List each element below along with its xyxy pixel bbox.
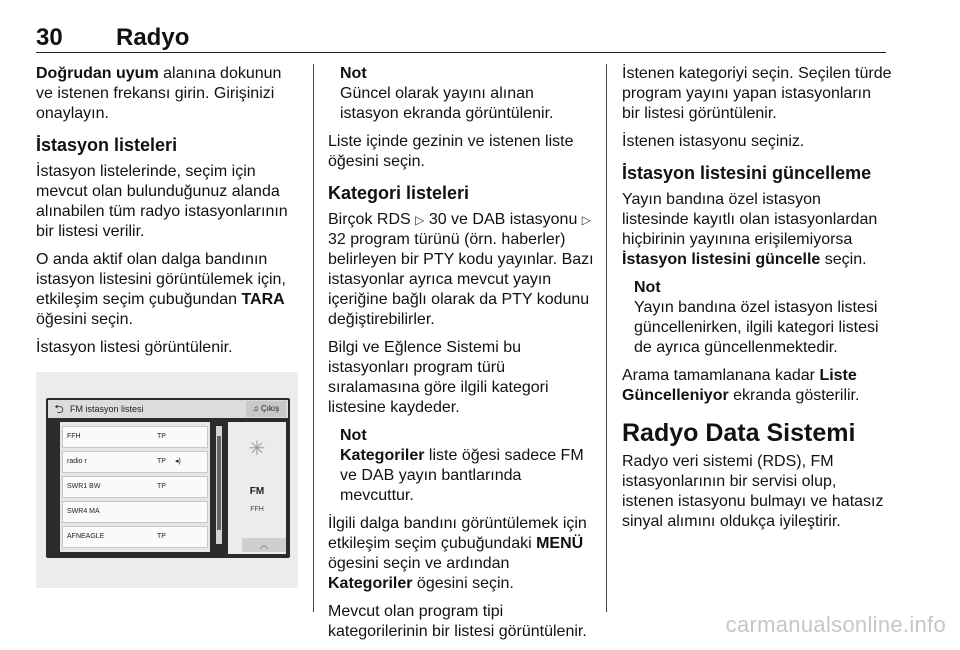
scrollbar[interactable] — [216, 426, 222, 544]
column-divider-2 — [606, 64, 607, 612]
page-title: Radyo — [116, 24, 190, 51]
band-label: FM — [249, 486, 265, 497]
scan-term: TARA — [241, 291, 285, 308]
menu-text-c: ögesini seçin. — [412, 575, 514, 592]
direct-tune-term: Doğrudan uyum — [36, 65, 159, 82]
column-2 — [328, 64, 594, 650]
station-name: radio r — [67, 458, 87, 465]
station-name: AFNEAGLE — [67, 533, 105, 540]
paragraph-menu — [328, 514, 594, 594]
tp-flag: TP — [157, 533, 166, 540]
station-row[interactable] — [62, 501, 208, 523]
page-ref-1: 30 — [428, 211, 447, 228]
menu-text-a: İlgili dalga bandını görüntülemek için etkileşim seçim çubuğundaki — [328, 515, 587, 552]
heading-update-list: İstasyon listesini güncelleme — [622, 163, 872, 183]
current-station-label: FFH — [250, 506, 264, 513]
note-current-station — [340, 64, 594, 124]
paragraph-sort: Bilgi ve Eğlence Sistemi bu istasyonları program türü sıralamasına göre ilgili kategori listesine kaydeder. — [328, 339, 549, 416]
paragraph-update — [622, 190, 892, 270]
scan-text-b: öğesini seçin. — [36, 311, 133, 328]
heading-category-lists: Kategori listeleri — [328, 183, 470, 203]
watermark: carmanualsonline.info — [725, 612, 946, 637]
paragraph-select-station: İstenen istasyonu seçiniz. — [622, 133, 805, 150]
heading-rds: Radyo Data Sistemi — [622, 419, 856, 447]
pty-text-c: program türünü (örn. haberler) belirleyen bir PTY kodu yayınlar. Bazı istasyonlar ayrıca mevcut yayın içeriğine bağlı olarak da PTY kodunu değiştirebilirler. — [328, 231, 594, 328]
note-label: Not — [634, 279, 661, 296]
station-row[interactable] — [62, 526, 208, 548]
updating-text-a: Arama tamamlanana kadar — [622, 367, 820, 384]
tp-flag: TP — [157, 458, 166, 465]
paragraph-updating — [622, 366, 892, 406]
paragraph-station-lists: İstasyon listelerinde, seçim için mevcut olan bulunduğunuz alanda alınabilen tüm radyo istasyonlarının bir listesi verilir. — [36, 163, 288, 240]
note-categories — [340, 426, 594, 506]
now-playing-panel — [228, 422, 286, 554]
note-text: liste öğesi sadece FM ve DAB yayın bantlarında mevcuttur. — [340, 447, 584, 504]
note-text: Güncel olarak yayını alınan istasyon ekranda görüntülenir. — [340, 85, 554, 122]
column-3 — [622, 64, 892, 540]
scan-text-a: O anda aktif olan dalga bandının istasyon listesini görüntülemek için, etkileşim seçim çubuğundan — [36, 251, 286, 308]
screen-title-bar — [48, 400, 288, 418]
page-ref-2: 32 — [328, 231, 346, 248]
note-update — [634, 278, 892, 358]
page-ref-icon: ▷ — [581, 213, 592, 227]
heading-station-lists: İstasyon listeleri — [36, 135, 178, 155]
station-list-screenshot — [36, 372, 298, 588]
note-label: Not — [340, 65, 367, 82]
menu-term: MENÜ — [536, 535, 584, 552]
direct-tune-text: alanına dokunun ve istenen frekansı girin. Girişinizi onaylayın. — [36, 65, 282, 122]
update-term: İstasyon listesini güncelle — [622, 251, 821, 268]
page-header — [36, 24, 886, 53]
column-1 — [36, 64, 302, 588]
paragraph-navigate: Liste içinde gezinin ve istenen liste öğesini seçin. — [328, 133, 574, 170]
update-text-a: Yayın bandına özel istasyon listesinde kayıtlı olan istasyonlardan hiçbirinin yayınına erişilemiyorsa — [622, 191, 878, 248]
station-row[interactable] — [62, 451, 208, 473]
antenna-icon: ✳ — [248, 438, 266, 460]
station-name: SWR4 MA — [67, 508, 100, 515]
paragraph-list-shown: İstasyon listesi görüntülenir. — [36, 339, 233, 356]
tp-flag: TP — [157, 483, 166, 490]
categories-term: Kategoriler — [340, 447, 425, 464]
chevron-up-icon[interactable]: ︿ — [242, 538, 286, 552]
pty-text-b: ve DAB istasyonu — [446, 211, 582, 228]
column-divider-1 — [313, 64, 314, 612]
menu-text-b: ögesini seçin ve ardından — [328, 555, 510, 572]
page-ref-icon: ▷ — [415, 213, 425, 227]
screen-title: FM istasyon listesi — [70, 404, 144, 414]
exit-label: Çıkış — [261, 404, 280, 413]
tp-flag: TP — [157, 433, 166, 440]
paragraph-select-category: İstenen kategoriyi seçin. Seçilen türde program yayını yapan istasyonların bir listesi görüntülenir. — [622, 65, 892, 122]
page-number: 30 — [36, 24, 63, 51]
scrollbar-thumb[interactable] — [217, 436, 221, 530]
updating-term: Liste Güncelleniyor — [622, 367, 857, 404]
speaker-icon: ◂) — [175, 458, 181, 465]
paragraph-direct-tune — [36, 64, 302, 124]
paragraph-scan — [36, 250, 302, 330]
pty-text-a: Birçok RDS — [328, 211, 416, 228]
infotainment-screen — [46, 398, 290, 558]
note-text: Yayın bandına özel istasyon listesi güncellenirken, ilgili kategori listesi de ayrıca güncellenmektedir. — [634, 299, 879, 356]
station-name: FFH — [67, 433, 81, 440]
note-label: Not — [340, 427, 367, 444]
exit-button[interactable]: ♫ Çıkış — [246, 401, 286, 417]
categories-term: Kategoriler — [328, 575, 413, 592]
updating-text-b: ekranda gösterilir. — [728, 387, 860, 404]
station-list — [60, 422, 210, 552]
paragraph-pty — [328, 210, 594, 330]
station-name: SWR1 BW — [67, 483, 101, 490]
station-row[interactable] — [62, 476, 208, 498]
station-row[interactable] — [62, 426, 208, 448]
paragraph-rds: Radyo veri sistemi (RDS), FM istasyonlarının bir servisi olup, istenen istasyonu bulmayı ve hatasız sinyal alımını oldukça iyileştirir. — [622, 453, 884, 530]
paragraph-types-shown: Mevcut olan program tipi kategorilerinin bir listesi görüntülenir. — [328, 603, 587, 640]
back-arrow-icon[interactable]: ⮌ — [54, 402, 64, 416]
update-text-b: seçin. — [820, 251, 867, 268]
